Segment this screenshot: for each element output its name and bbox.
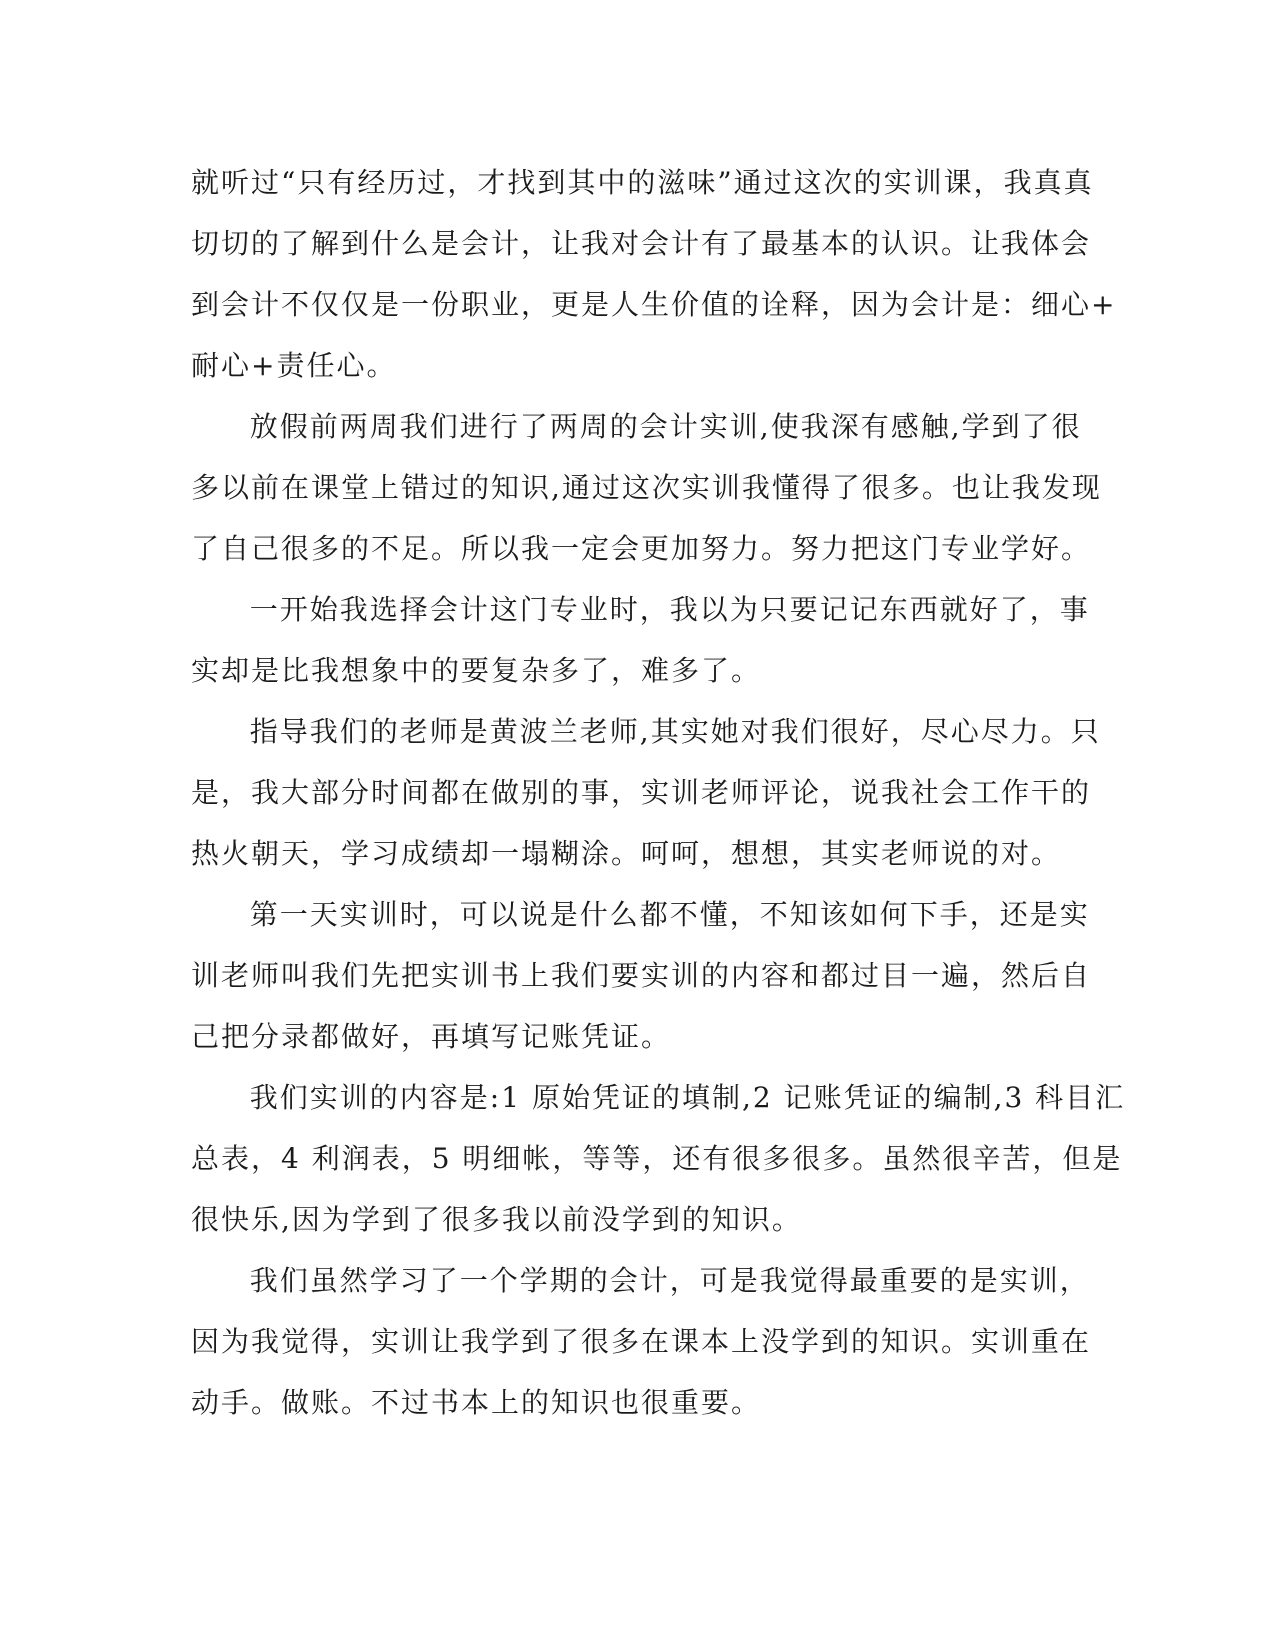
paragraph-1 (191, 152, 1117, 396)
text-line: 己把分录都做好，再填写记账凭证。 (191, 1020, 672, 1053)
text-line: 是，我大部分时间都在做别的事，实训老师评论，说我社会工作干的 (191, 776, 1092, 809)
text-line: 指导我们的老师是黄波兰老师,其实她对我们很好，尽心尽力。只 (249, 715, 1101, 748)
text-line: 放假前两周我们进行了两周的会计实训,使我深有感触,学到了很 (249, 410, 1082, 443)
text-line: 耐心+责任心。 (191, 349, 397, 382)
paragraph-2 (191, 396, 1102, 579)
text-line: 训老师叫我们先把实训书上我们要实训的内容和都过目一遍，然后自 (191, 959, 1092, 992)
document-body (191, 152, 1126, 1433)
text-line: 第一天实训时，可以说是什么都不懂，不知该如何下手，还是实 (249, 898, 1090, 931)
text-line: 实却是比我想象中的要复杂多了，难多了。 (191, 654, 762, 687)
text-line: 很快乐,因为学到了很多我以前没学到的知识。 (191, 1203, 802, 1236)
text-line: 切切的了解到什么是会计，让我对会计有了最基本的认识。让我体会 (191, 227, 1092, 260)
text-line: 了自己很多的不足。所以我一定会更加努力。努力把这门专业学好。 (191, 532, 1092, 565)
text-line: 我们虽然学习了一个学期的会计，可是我觉得最重要的是实训， (249, 1264, 1090, 1297)
text-line: 我们实训的内容是:1 原始凭证的填制,2 记账凭证的编制,3 科目汇 (249, 1081, 1126, 1114)
paragraph-4 (191, 701, 1101, 884)
paragraph-6 (191, 1067, 1126, 1250)
text-line: 因为我觉得，实训让我学到了很多在课本上没学到的知识。实训重在 (191, 1325, 1092, 1358)
paragraph-3 (191, 579, 1090, 701)
text-line: 多以前在课堂上错过的知识,通过这次实训我懂得了很多。也让我发现 (191, 471, 1102, 504)
text-line: 到会计不仅仅是一份职业，更是人生价值的诠释，因为会计是：细心+ (191, 288, 1117, 321)
paragraph-5 (191, 884, 1092, 1067)
text-line: 热火朝天，学习成绩却一塌糊涂。呵呵，想想，其实老师说的对。 (191, 837, 1062, 870)
text-line: 动手。做账。不过书本上的知识也很重要。 (191, 1386, 762, 1419)
text-line: 就听过“只有经历过，才找到其中的滋味”通过这次的实训课，我真真 (191, 166, 1094, 199)
text-line: 总表，4 利润表，5 明细帐，等等，还有很多很多。虽然很辛苦，但是 (191, 1142, 1123, 1175)
text-line: 一开始我选择会计这门专业时，我以为只要记记东西就好了，事 (249, 593, 1090, 626)
paragraph-7 (191, 1250, 1092, 1433)
